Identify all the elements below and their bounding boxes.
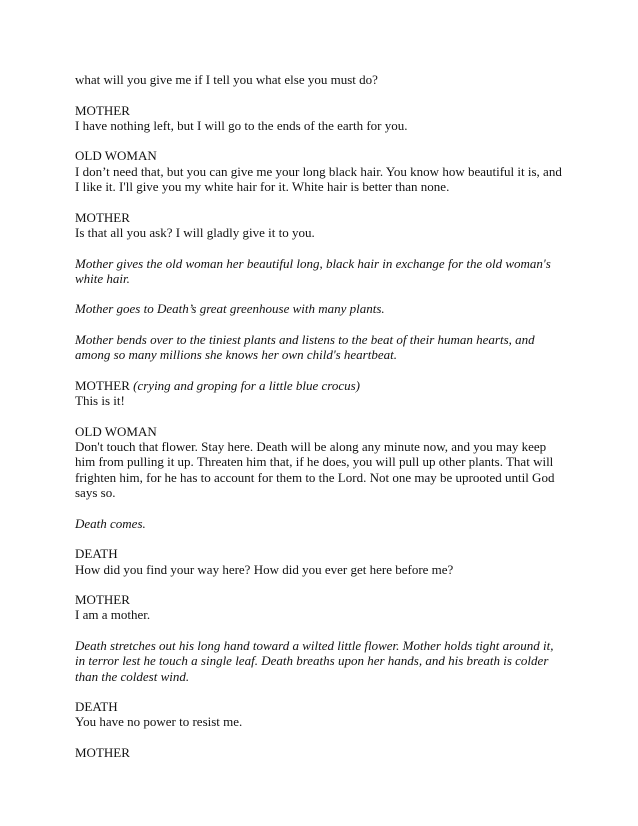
stage-direction: Death comes. [75, 515, 146, 531]
dialogue-block [75, 378, 565, 409]
dialogue-line [75, 72, 565, 87]
speaker-name: MOTHER [75, 377, 130, 393]
speaker-name: DEATH [75, 699, 118, 715]
dialogue-text: I don’t need that, but you can give me your long black hair. You know how beautiful it is, and I like it. I'll give you my white hair for it. White hair is better than none. [75, 163, 562, 195]
dialogue-block [75, 745, 565, 760]
speaker-name: MOTHER [75, 102, 130, 118]
dialogue-text: I have nothing left, but I will go to the ends of the earth for you. [75, 117, 408, 133]
dialogue-block [75, 148, 565, 194]
dialogue-text: I am a mother. [75, 607, 151, 623]
parenthetical: (crying and groping for a little blue crocus) [133, 377, 361, 393]
dialogue-text: You have no power to resist me. [75, 714, 243, 730]
dialogue-text: Don't touch that flower. Stay here. Death will be along any minute now, and you may keep him from pulling it up. Threaten him that, if he does, you will pull up other plants. That will frighten him, for he has to account for them to the Lord. Not one may be uprooted until God says so. [75, 439, 555, 501]
stage-direction: Mother gives the old woman her beautiful long, black hair in exchange for the old woman's white hair. [75, 255, 551, 286]
dialogue-text: How did you find your way here? How did you ever get here before me? [75, 561, 454, 577]
dialogue-text: what will you give me if I tell you what else you must do? [75, 72, 378, 87]
dialogue-block [75, 210, 565, 241]
speaker-name: MOTHER [75, 745, 130, 761]
speaker-name: DEATH [75, 546, 118, 562]
dialogue-text: This is it! [75, 393, 125, 409]
speaker-name: OLD WOMAN [75, 148, 157, 164]
speaker-name: OLD WOMAN [75, 423, 157, 439]
stage-direction: Death stretches out his long hand toward a wilted little flower. Mother holds tight around it, in terror lest he touch a single leaf. Death breaths upon her hands, and his breath is colder than the coldest wind. [75, 637, 554, 684]
speaker-name: MOTHER [75, 209, 130, 225]
dialogue-block [75, 699, 565, 730]
speaker-line [75, 378, 565, 393]
script-page [75, 72, 565, 776]
dialogue-text: Is that all you ask? I will gladly give it to you. [75, 224, 315, 240]
dialogue-block [75, 103, 565, 134]
stage-direction: Mother bends over to the tiniest plants and listens to the beat of their human hearts, and among so many millions she knows her own child's heartbeat. [75, 332, 535, 363]
dialogue-block [75, 424, 565, 500]
speaker-name: MOTHER [75, 592, 130, 608]
dialogue-block [75, 592, 565, 623]
stage-direction: Mother goes to Death’s great greenhouse with many plants. [75, 301, 385, 317]
dialogue-block [75, 546, 565, 577]
